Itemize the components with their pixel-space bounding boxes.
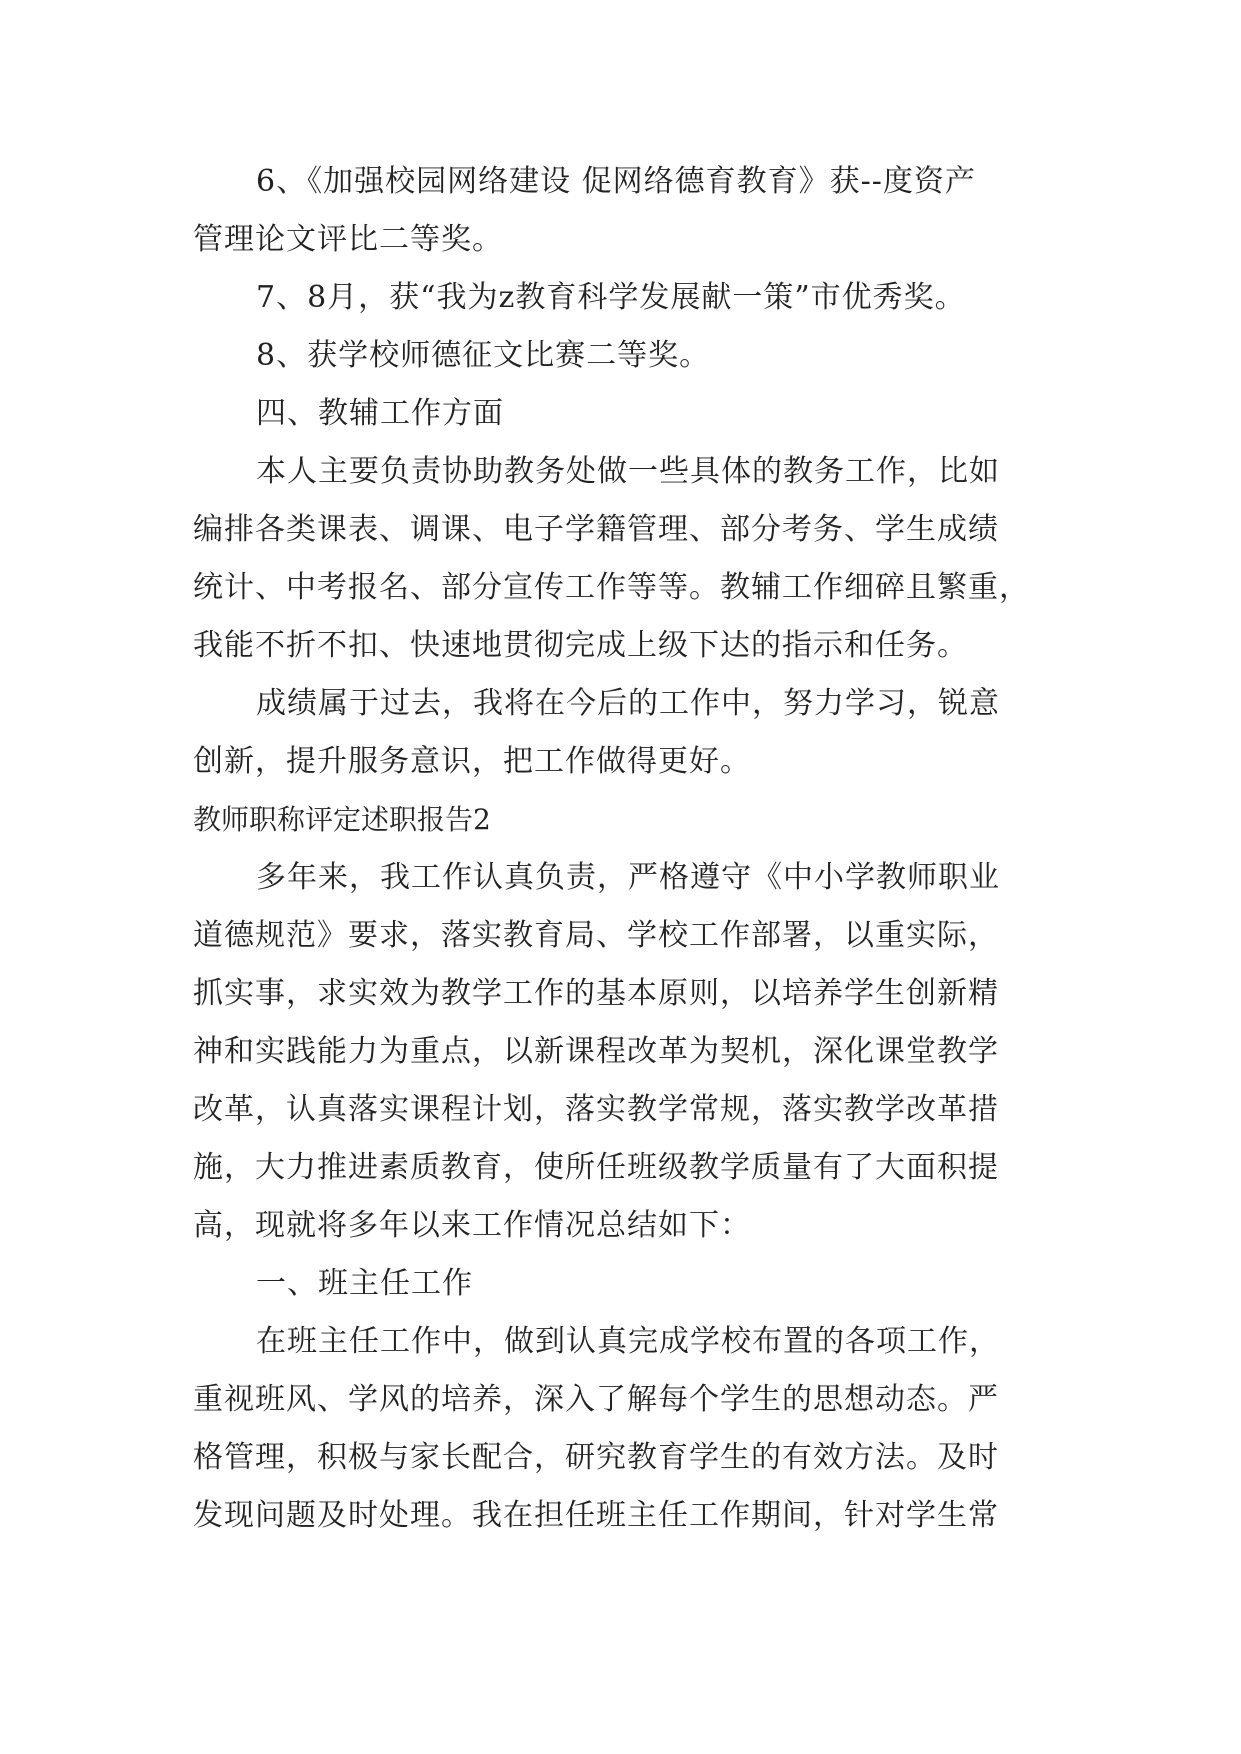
text-line: 改革，认真落实课程计划，落实教学常规，落实教学改革措: [193, 1092, 999, 1127]
text-line: 重视班风、学风的培养，深入了解每个学生的思想动态。严: [193, 1382, 999, 1417]
text-line: 抓实事，求实效为教学工作的基本原则，以培养学生创新精: [193, 976, 999, 1011]
text-line: 道德规范》要求，落实教育局、学校工作部署，以重实际，: [193, 918, 999, 953]
text-line: 本人主要负责协助教务处做一些具体的教务工作，比如: [256, 454, 1000, 489]
text-line: 在班主任工作中，做到认真完成学校布置的各项工作，: [256, 1324, 1000, 1359]
text-line: 多年来，我工作认真负责，严格遵守《中小学教师职业: [256, 860, 1000, 895]
text-line: 神和实践能力为重点，以新课程改革为契机，深化课堂教学: [193, 1034, 999, 1069]
section-heading: 四、教辅工作方面: [256, 396, 504, 431]
text-line: 高，现就将多年以来工作情况总结如下：: [193, 1208, 751, 1243]
text-line: 成绩属于过去，我将在今后的工作中，努力学习，锐意: [256, 686, 1000, 721]
section-heading: 一、班主任工作: [256, 1266, 473, 1301]
text-line: 施，大力推进素质教育，使所任班级教学质量有了大面积提: [193, 1150, 999, 1185]
report-title: 教师职称评定述职报告2: [193, 803, 491, 836]
text-line: 统计、中考报名、部分宣传工作等等。教辅工作细碎且繁重，: [193, 570, 1030, 605]
text-line: 7、8月，获“我为z教育科学发展献一策”市优秀奖。: [256, 280, 966, 315]
text-line: 创新，提升服务意识，把工作做得更好。: [193, 744, 751, 779]
text-line: 编排各类课表、调课、电子学籍管理、部分考务、学生成绩: [193, 512, 999, 547]
text-line: 我能不折不扣、快速地贯彻完成上级下达的指示和任务。: [193, 628, 968, 663]
text-line: 8、获学校师德征文比赛二等奖。: [256, 338, 711, 373]
text-line: 发现问题及时处理。我在担任班主任工作期间，针对学生常: [193, 1498, 999, 1533]
text-line: 6、《加强校园网络建设 促网络德育教育》获--度资产: [256, 164, 976, 199]
text-line: 管理论文评比二等奖。: [193, 222, 503, 257]
text-line: 格管理，积极与家长配合，研究教育学生的有效方法。及时: [193, 1440, 999, 1475]
